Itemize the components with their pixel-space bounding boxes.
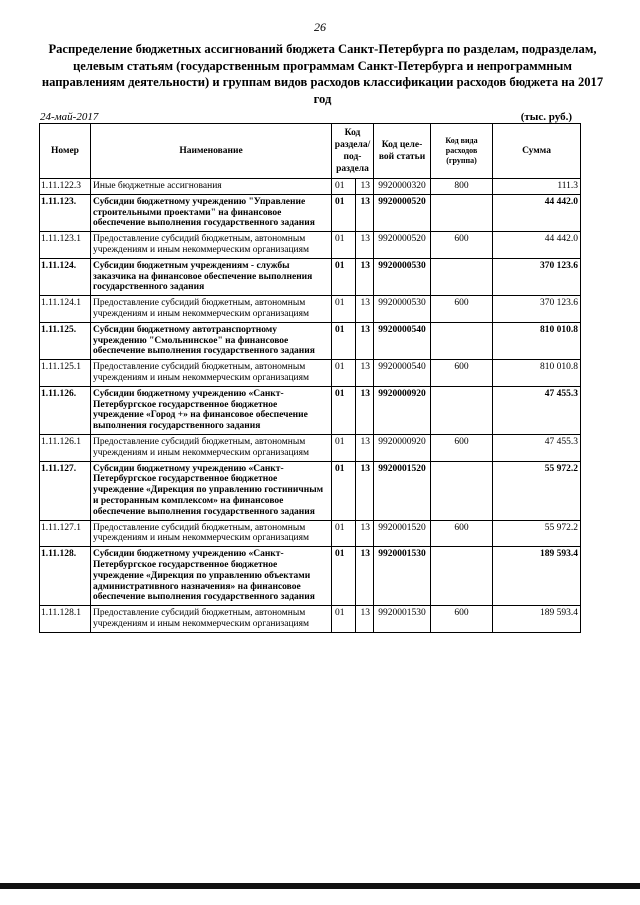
row-expense-type [431, 547, 493, 606]
table-row [40, 296, 581, 323]
row-subsection-code: 13 [356, 232, 374, 259]
table-row [40, 547, 581, 606]
row-subsection-code: 13 [356, 258, 374, 295]
row-section-code: 01 [332, 179, 356, 195]
row-section-code: 01 [332, 461, 356, 520]
row-number: 1.11.125.1 [40, 360, 91, 387]
row-number: 1.11.123. [40, 194, 91, 231]
row-sum: 44 442.0 [493, 232, 581, 259]
table-row [40, 322, 581, 359]
row-number: 1.11.125. [40, 322, 91, 359]
table-row [40, 386, 581, 434]
table-row [40, 179, 581, 195]
table-row [40, 194, 581, 231]
row-expense-type [431, 461, 493, 520]
row-section-code: 01 [332, 606, 356, 633]
row-number: 1.11.127.1 [40, 520, 91, 547]
row-subsection-code: 13 [356, 434, 374, 461]
row-subsection-code: 13 [356, 179, 374, 195]
page-number: 26 [314, 20, 326, 34]
row-target-code: 9920001530 [374, 547, 431, 606]
row-section-code: 01 [332, 296, 356, 323]
row-sum: 44 442.0 [493, 194, 581, 231]
row-name: Предоставление субсидий бюджетным, автономным учреждениям и иным некоммерческим организациям [91, 434, 332, 461]
row-name: Предоставление субсидий бюджетным, автономным учреждениям и иным некоммерческим организациям [91, 232, 332, 259]
row-sum: 189 593.4 [493, 606, 581, 633]
row-subsection-code: 13 [356, 386, 374, 434]
table-row [40, 360, 581, 387]
table-body [40, 179, 581, 633]
header-section-code: Код раздела/ под-раздела [332, 124, 374, 179]
table-header-row [40, 124, 581, 179]
scan-bottom-edge [0, 883, 640, 889]
table-row [40, 434, 581, 461]
row-sum: 55 972.2 [493, 520, 581, 547]
table-row [40, 258, 581, 295]
row-subsection-code: 13 [356, 461, 374, 520]
header-target-code: Код целе-вой статьи [374, 124, 431, 179]
row-target-code: 9920000540 [374, 322, 431, 359]
row-sum: 810 010.8 [493, 360, 581, 387]
row-name: Предоставление субсидий бюджетным, автономным учреждениям и иным некоммерческим организациям [91, 296, 332, 323]
row-target-code: 9920000920 [374, 434, 431, 461]
row-section-code: 01 [332, 258, 356, 295]
header-number: Номер [40, 124, 91, 179]
document-date: 24-май-2017 [40, 111, 99, 123]
row-sum: 370 123.6 [493, 258, 581, 295]
row-target-code: 9920000530 [374, 296, 431, 323]
header-sum: Сумма [493, 124, 581, 179]
table-row [40, 606, 581, 633]
row-name: Субсидии бюджетному учреждению «Санкт-Петербургское государственное бюджетное учреждение «Город +» на финансовое обеспечение выполнения государственного задания [91, 386, 332, 434]
units-label: (тыс. руб.) [520, 111, 572, 123]
row-subsection-code: 13 [356, 547, 374, 606]
row-expense-type [431, 386, 493, 434]
row-target-code: 9920000520 [374, 232, 431, 259]
row-name: Субсидии бюджетному учреждению "Управление строительными проектами" на финансовое обеспечение выполнения государственного задания [91, 194, 332, 231]
row-number: 1.11.123.1 [40, 232, 91, 259]
table-row [40, 232, 581, 259]
row-section-code: 01 [332, 322, 356, 359]
row-sum: 47 455.3 [493, 386, 581, 434]
row-number: 1.11.126. [40, 386, 91, 434]
row-name: Субсидии бюджетному учреждению «Санкт-Петербургское государственное бюджетное учреждение «Дирекция по управлению объектами административного назначения» на финансовое обеспечение выполнения государственного задания [91, 547, 332, 606]
row-section-code: 01 [332, 194, 356, 231]
row-expense-type: 600 [431, 606, 493, 633]
row-expense-type [431, 322, 493, 359]
row-number: 1.11.127. [40, 461, 91, 520]
row-expense-type: 600 [431, 296, 493, 323]
row-expense-type: 600 [431, 360, 493, 387]
row-name: Предоставление субсидий бюджетным, автономным учреждениям и иным некоммерческим организациям [91, 606, 332, 633]
header-name: Наименование [91, 124, 332, 179]
row-name: Субсидии бюджетному учреждению «Санкт-Петербургское государственное бюджетное учреждение «Дирекция по управлению гостиничным и ресторанным комплексом» на финансовое обеспечение выполнения государственного задания [91, 461, 332, 520]
row-subsection-code: 13 [356, 520, 374, 547]
row-name: Предоставление субсидий бюджетным, автономным учреждениям и иным некоммерческим организациям [91, 520, 332, 547]
row-name: Предоставление субсидий бюджетным, автономным учреждениям и иным некоммерческим организациям [91, 360, 332, 387]
row-target-code: 9920001520 [374, 520, 431, 547]
row-target-code: 9920000530 [374, 258, 431, 295]
header-expense-type: Код вида расходов (группа) [431, 124, 493, 179]
row-expense-type [431, 258, 493, 295]
row-target-code: 9920001520 [374, 461, 431, 520]
document-title: Распределение бюджетных ассигнований бюджета Санкт-Петербурга по разделам, подразделам, целевым статьям (государственным программам Санкт-Петербурга и непрограммным направлениям деятельности) и группам видов расходов классификации расходов бюджета на 2017 год [41, 42, 604, 106]
row-target-code: 9920000320 [374, 179, 431, 195]
row-section-code: 01 [332, 360, 356, 387]
row-target-code: 9920001530 [374, 606, 431, 633]
row-expense-type: 600 [431, 232, 493, 259]
row-number: 1.11.128.1 [40, 606, 91, 633]
row-subsection-code: 13 [356, 606, 374, 633]
row-number: 1.11.124. [40, 258, 91, 295]
row-subsection-code: 13 [356, 194, 374, 231]
row-section-code: 01 [332, 386, 356, 434]
row-subsection-code: 13 [356, 296, 374, 323]
row-sum: 370 123.6 [493, 296, 581, 323]
table-row [40, 461, 581, 520]
row-sum: 810 010.8 [493, 322, 581, 359]
row-target-code: 9920000540 [374, 360, 431, 387]
row-expense-type: 600 [431, 434, 493, 461]
budget-table [39, 123, 581, 633]
row-sum: 55 972.2 [493, 461, 581, 520]
row-section-code: 01 [332, 434, 356, 461]
row-target-code: 9920000920 [374, 386, 431, 434]
row-name: Иные бюджетные ассигнования [91, 179, 332, 195]
row-section-code: 01 [332, 232, 356, 259]
row-expense-type: 800 [431, 179, 493, 195]
row-number: 1.11.128. [40, 547, 91, 606]
row-section-code: 01 [332, 520, 356, 547]
row-number: 1.11.126.1 [40, 434, 91, 461]
row-subsection-code: 13 [356, 322, 374, 359]
table-row [40, 520, 581, 547]
row-name: Субсидии бюджетным учреждениям - службы заказчика на финансовое обеспечение выполнения государственного задания [91, 258, 332, 295]
row-target-code: 9920000520 [374, 194, 431, 231]
row-name: Субсидии бюджетному автотранспортному учреждению "Смольнинское" на финансовое обеспечение выполнения государственного задания [91, 322, 332, 359]
row-subsection-code: 13 [356, 360, 374, 387]
row-section-code: 01 [332, 547, 356, 606]
row-number: 1.11.124.1 [40, 296, 91, 323]
row-sum: 111.3 [493, 179, 581, 195]
row-expense-type [431, 194, 493, 231]
row-number: 1.11.122.3 [40, 179, 91, 195]
row-expense-type: 600 [431, 520, 493, 547]
row-sum: 47 455.3 [493, 434, 581, 461]
row-sum: 189 593.4 [493, 547, 581, 606]
